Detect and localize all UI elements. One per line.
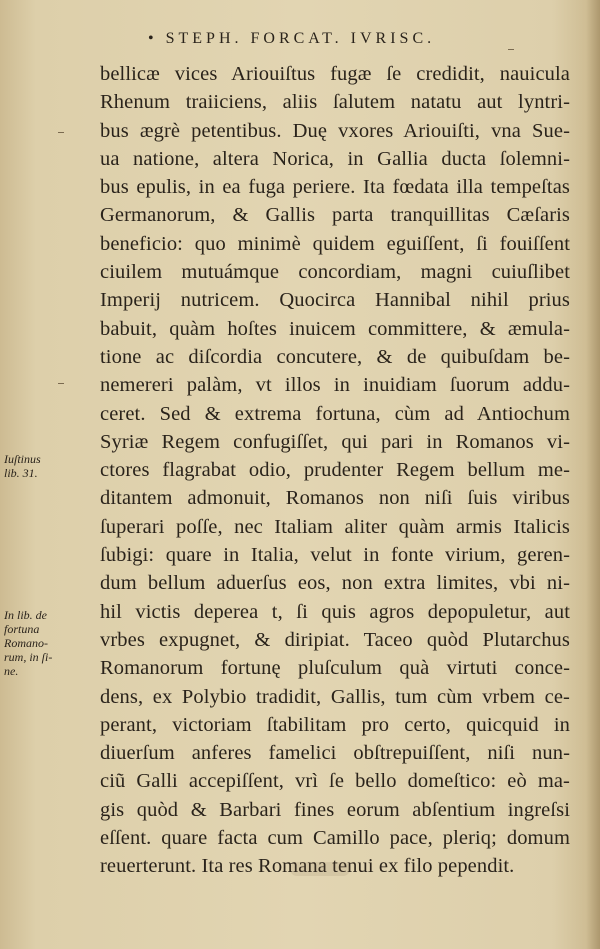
text-line: ſubigi: quare in Italia, velut in fonte virium, geren- [100, 544, 570, 567]
text-line: hil victis deperea t, ſi quis agros depopuletur, aut [100, 600, 570, 623]
text-line: diuerſum anferes famelici obſtrepuiſſent, niſi nun- [100, 742, 570, 765]
margin-note-line: Iuſtinus [4, 452, 41, 466]
margin-dash-mark [58, 383, 64, 384]
margin-dash-mark [58, 132, 64, 133]
margin-dash-mark [508, 49, 514, 50]
text-line: Germanorum, & Gallis parta tranquillitas Cæſaris [100, 204, 570, 227]
text-line: vrbes expugnet, & diripiat. Taceo quòd Plutarchus [100, 628, 570, 651]
text-line: ſuperari poſſe, nec Italiam aliter quàm armis Italicis [100, 515, 570, 538]
text-line: ceret. Sed & extrema fortuna, cùm ad Antiochum [100, 402, 570, 425]
text-line: ciuilem mutuámque concordiam, magni cuiuſlibet [100, 261, 570, 284]
text-line: babuit, quàm hoſtes inuicem committere, & æmula- [100, 317, 570, 340]
text-line: gis quòd & Barbari fines eorum abſentium ingreſsi [100, 798, 570, 821]
text-line: bus epulis, in ea fuga periere. Ita fœdata illa tempeſtas [100, 176, 570, 199]
text-line: bus ægrè petentibus. Duę vxores Ariouiſti, vna Sue- [100, 119, 570, 142]
text-line: perant, victoriam ſtabilitam pro certo, quicquid in [100, 713, 570, 736]
margin-note-line: Romano- [4, 636, 48, 650]
margin-note-line: fortuna [4, 622, 40, 636]
main-text-block [100, 60, 570, 881]
text-line: ciũ Galli accepiſſent, vrì ſe bello domeſtico: eò ma- [100, 770, 570, 793]
text-line: ditantem admonuit, Romanos non niſi ſuis viribus [100, 487, 570, 510]
text-line: dens, ex Polybio tradidit, Gallis, tum cùm vrbem ce- [100, 685, 570, 708]
margin-note-justinus [4, 452, 94, 480]
page-edge-shadow [586, 0, 600, 949]
text-line: bellicæ vices Ariouiſtus fugæ ſe credidit, nauicula [100, 63, 570, 85]
text-line: beneficio: quo minimè quidem eguiſſent, ſi fouiſſent [100, 232, 570, 255]
text-line: ctores flagrabat odio, prudenter Regem bellum me- [100, 459, 570, 482]
text-line: ua natione, altera Norica, in Gallia ducta ſolemni- [100, 147, 570, 170]
margin-note-line: ne. [4, 664, 19, 678]
margin-note-line: lib. 31. [4, 466, 38, 480]
text-line: Rhenum traiiciens, aliis ſalutem natatu aut lyntri- [100, 91, 570, 114]
text-line: Romanorum fortunę pluſculum quà virtuti conce- [100, 657, 570, 680]
text-line-last: reuerterunt. Ita res Romana tenui ex filo pependit. [100, 855, 515, 878]
text-line: Syriæ Regem confugiſſet, qui pari in Romanos vi- [100, 430, 570, 453]
text-line: tione ac diſcordia concutere, & de quibuſdam be- [100, 345, 570, 368]
text-line: eſſent. quare facta cum Camillo pace, pleriq; domum [100, 827, 570, 850]
margin-note-plutarch [4, 608, 94, 678]
text-line: Imperij nutricem. Quocirca Hannibal nihil prius [100, 289, 570, 312]
running-head: • STEPH. FORCAT. IVRISC. [148, 30, 436, 47]
margin-note-line: In lib. de [4, 608, 47, 622]
text-line: nemereri palàm, vt illos in inuidiam ſuorum addu- [100, 374, 570, 397]
text-line: dum bellum aduerſus eos, non extra limites, vbi ni- [100, 572, 570, 595]
margin-note-line: rum, in ſi- [4, 650, 53, 664]
ink-smudge [290, 862, 350, 876]
